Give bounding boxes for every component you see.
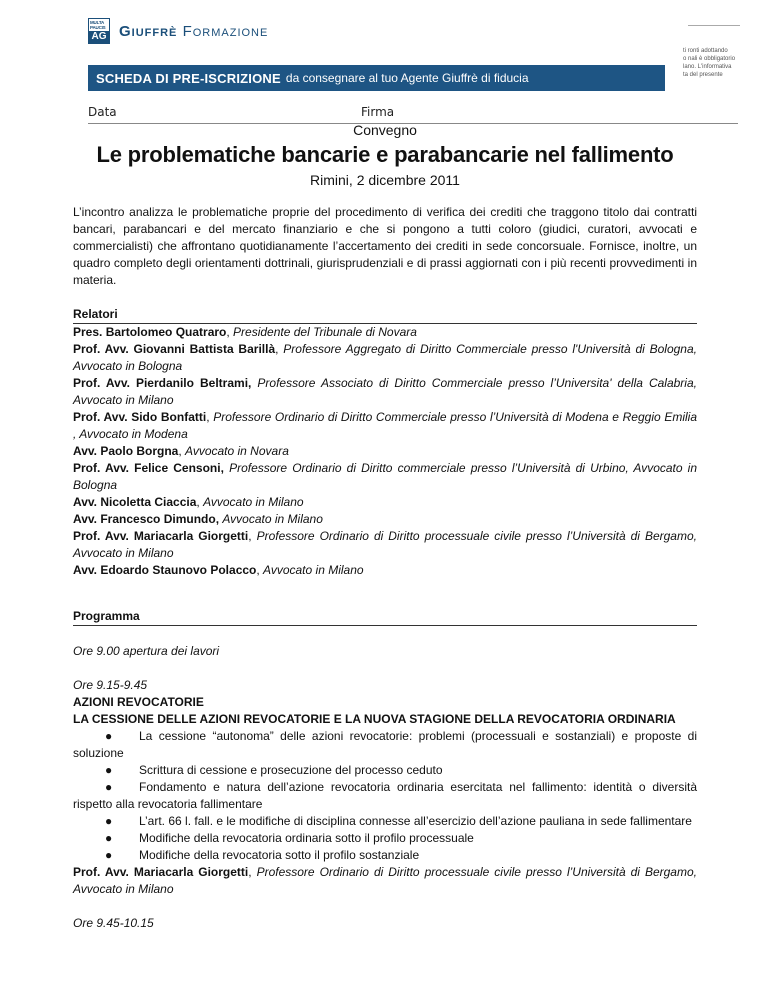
speaker-name: Prof. Avv. Pierdanilo Beltrami, (73, 376, 252, 390)
bullet-icon: ● (105, 780, 113, 794)
bullet-icon: ● (105, 763, 113, 777)
session-1-topics (73, 728, 697, 864)
side-divider (688, 25, 740, 26)
speaker-role: Professore Associato di Diritto Commerciale presso l’Universita' della Calabria, Avvocato in Milano (73, 376, 697, 407)
brand-name-light: Formazione (182, 22, 269, 40)
session-1-subtitle: LA CESSIONE DELLE AZIONI REVOCATORIE E LA NUOVA STAGIONE DELLA REVOCATORIA ORDINARIA (73, 712, 676, 726)
giuffre-logo (88, 18, 268, 44)
topic-text: Modifiche della revocatoria ordinaria sotto il profilo processuale (139, 831, 474, 845)
relatori-heading: Relatori (73, 306, 697, 324)
topic-text: Fondamento e natura dell’azione revocatoria ordinaria esercitata nel fallimento: identità o diversità rispetto alla revocatoria fallimentare (73, 780, 697, 811)
topic-item (73, 813, 697, 830)
speaker-role: Professore Ordinario di Diritto Commerciale presso l’Università di Modena e Reggio Emilia , Avvocato in Modena (73, 410, 698, 441)
speaker-separator: , (206, 410, 214, 424)
topic-item (73, 762, 697, 779)
banner-title: SCHEDA DI PRE-ISCRIZIONE (96, 70, 281, 86)
session-1-speaker-role: Professore Ordinario di Diritto processuale civile presso l’Università di Bergamo, Avvocato in Milano (73, 865, 697, 896)
event-place-date: Rimini, 2 dicembre 2011 (310, 172, 460, 188)
speaker-role: Avvocato in Novara (185, 444, 289, 458)
speaker-list (73, 324, 697, 579)
speaker-name: Prof. Avv. Mariacarla Giorgetti (73, 529, 249, 543)
banner-subtitle: da consegnare al tuo Agente Giuffrè di fiducia (285, 71, 529, 85)
date-label: Data (88, 105, 117, 119)
speaker-entry (73, 409, 697, 443)
speaker-separator: , (178, 444, 186, 458)
event-document (73, 120, 697, 932)
speaker-separator: , (226, 325, 234, 339)
speaker-role: Avvocato in Milano (203, 495, 304, 509)
logo-motto-line-1: MULTA (90, 20, 105, 25)
speaker-role: Professore Aggregato di Diritto Commerciale presso l'Università di Bologna, Avvocato in Bologna (73, 342, 697, 373)
event-type: Convegno (353, 122, 417, 138)
logo-motto-line-2: PAUCIS (90, 25, 106, 30)
session-1-speaker: Prof. Avv. Mariacarla Giorgetti, Professore Ordinario di Diritto processuale civile presso l’Università di Bergamo, Avvocato in Milano (73, 865, 697, 896)
session-2-time: Ore 9.45-10.15 (73, 916, 154, 930)
event-title: Le problematiche bancarie e parabancarie nel fallimento (96, 142, 674, 167)
speaker-role: Professore Ordinario di Diritto processuale civile presso l’Università di Bergamo, Avvocato in Milano (73, 529, 697, 560)
speaker-entry (73, 324, 697, 341)
speaker-separator: , (256, 563, 264, 577)
programma-heading: Programma (73, 608, 697, 626)
side-note-fragment: ti ronti adottando o nali è obbligatorio lano. L'informativa ta del presente (683, 48, 736, 78)
pre-registration-banner (88, 65, 665, 91)
speaker-entry (73, 375, 697, 409)
speaker-role: Presidente del Tribunale di Novara (233, 325, 417, 339)
speaker-name: Prof. Avv. Sido Bonfatti (73, 410, 207, 424)
topic-text: L’art. 66 l. fall. e le modifiche di disciplina connesse all’esercizio dell’azione pauliana in sede fallimentare (139, 814, 692, 828)
speaker-name: Avv. Edoardo Staunovo Polacco (73, 563, 257, 577)
signature-label: Firma (361, 105, 395, 119)
program-opening: Ore 9.00 apertura dei lavori (73, 644, 220, 658)
topic-item (73, 847, 697, 864)
bullet-icon: ● (105, 814, 113, 828)
speaker-entry (73, 443, 697, 460)
topic-text: La cessione “autonoma” delle azioni revocatorie: problemi (processuali e sostanziali) e proposte di soluzione (73, 729, 697, 760)
speaker-entry (73, 562, 697, 579)
speaker-entry (73, 528, 697, 562)
speaker-entry (73, 494, 697, 511)
speaker-name: Avv. Nicoletta Ciaccia (73, 495, 197, 509)
bullet-icon: ● (105, 729, 113, 743)
speaker-separator: , (196, 495, 204, 509)
session-1-title: AZIONI REVOCATORIE (73, 695, 204, 709)
speaker-name: Prof. Avv. Felice Censoni, (73, 461, 224, 475)
speaker-separator: , (248, 529, 257, 543)
speaker-name: Pres. Bartolomeo Quatraro (73, 325, 227, 339)
speaker-name: Prof. Avv. Giovanni Battista Barillà (73, 342, 276, 356)
topic-item (73, 779, 697, 813)
session-1-speaker-name: Prof. Avv. Mariacarla Giorgetti (73, 865, 249, 879)
speaker-entry (73, 341, 697, 375)
logo-ag: AG (89, 31, 109, 43)
speaker-entry (73, 460, 697, 494)
speaker-role: Professore Ordinario di Diritto commerciale presso l’Università di Urbino, Avvocato in Bologna (73, 461, 698, 492)
topic-item (73, 728, 697, 762)
bullet-icon: ● (105, 831, 113, 845)
speaker-name: Avv. Francesco Dimundo, (73, 512, 220, 526)
speaker-name: Avv. Paolo Borgna (73, 444, 179, 458)
speaker-separator: , (275, 342, 284, 356)
brand-name-bold: Giuffrè (119, 22, 178, 40)
event-intro: L’incontro analizza le problematiche proprie del procedimento di verifica dei crediti che traggono titolo dai contratti bancari, parabancari e del mercato finanziario e che si pongono a tutti coloro (giudici, curatori, avvocati e commercialisti) che affrontano quotidianamente l’accertamento dei crediti in sede concorsuale. Fornisce, inoltre, un quadro completo degli orientamenti dottrinali, giurisprudenziali e di prassi aggiornati con i più recenti provvedimenti in materia. (73, 205, 697, 287)
speaker-role: Avvocato in Milano (263, 563, 364, 577)
session-1-time: Ore 9.15-9.45 (73, 678, 148, 692)
topic-text: Scrittura di cessione e prosecuzione del processo ceduto (139, 763, 443, 777)
brand-name (119, 23, 268, 40)
topic-item (73, 830, 697, 847)
speaker-role: Avvocato in Milano (222, 512, 323, 526)
bullet-icon: ● (105, 848, 113, 862)
logo-mark (88, 18, 110, 44)
speaker-entry (73, 511, 697, 528)
topic-text: Modifiche della revocatoria sotto il profilo sostanziale (139, 848, 420, 862)
